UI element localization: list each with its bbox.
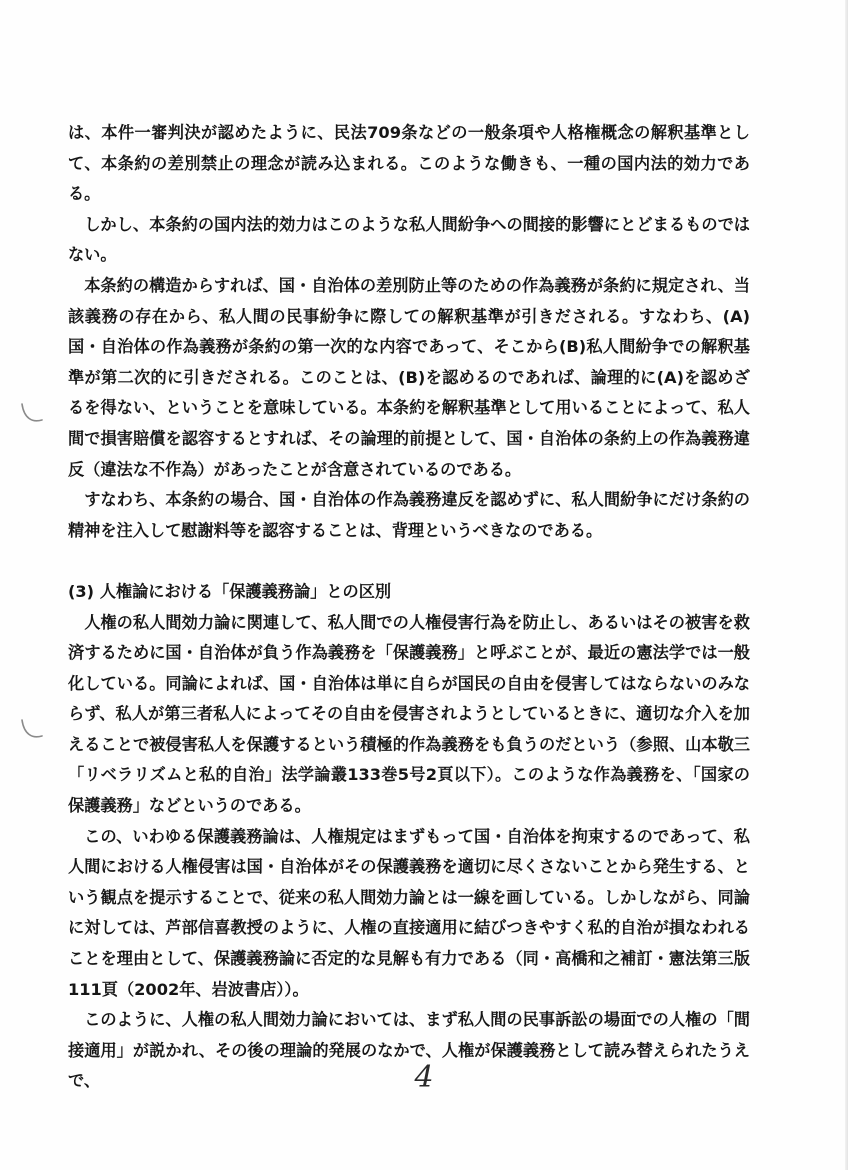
punch-hole-mark-bottom [18, 716, 44, 742]
section-paragraph-3: このように、人権の私人間効力論においては、まず私人間の民事訴訟の場面での人権の「間接適用」が説かれ、その後の理論的発展のなかで、人権が保護義務として読み替えられたうえで、 [68, 1010, 750, 1091]
section-paragraph-2: この、いわゆる保護義務論は、人権規定はまずもって国・自治体を拘束するのであって、私人間における人権侵害は国・自治体がその保護義務を適切に尽くさないことから発生する、という観点を提示することで、従来の私人間効力論とは一線を画している。しかしながら、同論に対しては、芦部信喜教授のように、人権の直接適用に結びつきやすく私的自治が損なわれることを理由として、保護義務論に否定的な見解も有力である（同・高橋和之補訂・憲法第三版111頁（2002年、岩波書店））。 [68, 826, 750, 999]
section-heading: (3) 人権論における「保護義務論」との区別 [68, 581, 392, 601]
body-text [68, 118, 750, 1097]
paragraph-3: 本条約の構造からすれば、国・自治体の差別防止等のための作為義務が条約に規定され、当該義務の存在から、私人間の民事紛争に際しての解釈基準が引きだされる。すなわち、(A)国・自治体の作為義務が条約の第一次的な内容であって、そこから(B)私人間紛争での解釈基準が第二次的に引きだされる。このことは、(B)を認めるのであれば、論理的に(A)を認めざるを得ない、ということを意味している。本条約を解釈基準として用いることによって、私人間で損害賠償を認容するとすれば、その論理的前提として、国・自治体の条約上の作為義務違反（違法な不作為）があったことが含意されているのである。 [68, 275, 750, 479]
punch-hole-mark-top [18, 400, 44, 426]
paragraph-1: は、本件一審判決が認めたように、民法709条などの一般条項や人格権概念の解釈基準として、本条約の差別禁止の理念が読み込まれる。このような働きも、一種の国内法的効力である。 [68, 123, 750, 204]
paragraph-4: すなわち、本条約の場合、国・自治体の作為義務違反を認めずに、私人間紛争にだけ条約の精神を注入して慰謝料等を認容することは、背理というべきなのである。 [68, 490, 750, 540]
paragraph-2: しかし、本条約の国内法的効力はこのような私人間紛争への間接的影響にとどまるものではない。 [68, 214, 750, 265]
page-number: 4 [414, 1060, 434, 1095]
section-paragraph-1: 人権の私人間効力論に関連して、私人間での人権侵害行為を防止し、あるいはその被害を救済するために国・自治体が負う作為義務を「保護義務」と呼ぶことが、最近の憲法学では一般化している。同論によれば、国・自治体は単に自らが国民の自由を侵害してはならないのみならず、私人が第三者私人によってその自由を侵害されようとしているときに、適切な介入を加えることで被侵害私人を保護するという積極的作為義務をも負うのだという（参照、山本敬三「リベラリズムと私的自治」法学論叢133巻5号2頁以下）。このような作為義務を、「国家の保護義務」などというのである。 [68, 612, 750, 816]
section-spacer [68, 546, 750, 577]
